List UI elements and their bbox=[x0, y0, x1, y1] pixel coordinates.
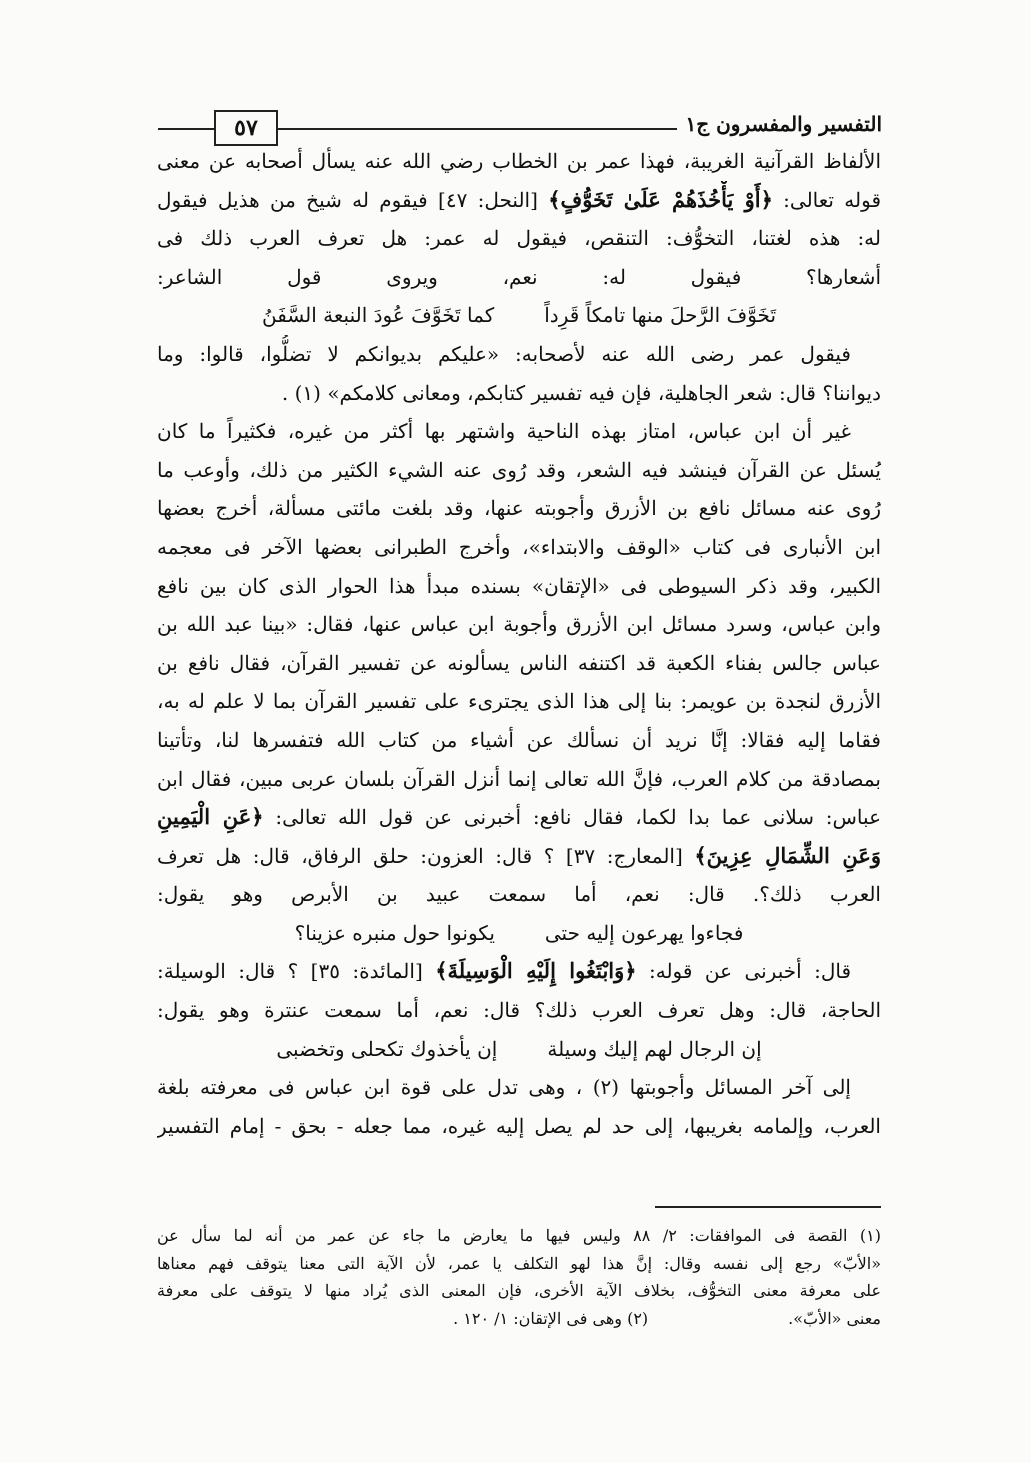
text-segment: فيقول عمر رضى الله عنه لأصحابه: «عليكم بديوانكم لا تضلُّوا، قالوا: وما bbox=[157, 341, 851, 366]
text-line bbox=[157, 1107, 881, 1146]
text-line bbox=[157, 258, 881, 297]
text-line bbox=[157, 374, 881, 413]
book-title: التفسير والمفسرون ج١ bbox=[677, 112, 882, 136]
text-segment: غير أن ابن عباس، امتاز بهذه الناحية واشتهر بها أكثر من غيره، فكثيراً ما كان bbox=[157, 419, 851, 444]
text-line bbox=[157, 142, 881, 181]
text-line bbox=[157, 760, 881, 799]
verse-hemistich-second: كما تَخَوَّفَ عُودَ النبعة السَّفَنُ bbox=[261, 303, 495, 328]
footnote-line bbox=[157, 1277, 881, 1305]
text-segment: له: هذه لغتنا، التخوُّف: التنقص، فيقول له عمر: هل تعرف العرب ذلك فى bbox=[157, 226, 881, 251]
quran-quote: ﴿وَابْتَغُوا إِلَيْهِ الْوَسِيلَةَ﴾ bbox=[435, 958, 637, 984]
page-number: ٥٧ bbox=[214, 110, 278, 146]
text-segment: الأزرق لنجدة بن عويمر: بنا إلى هذا الذى يجترىء على تفسير القرآن بما لا علم له به، bbox=[157, 689, 881, 714]
poetry-verse bbox=[157, 296, 881, 335]
text-segment: الحاجة، قال: وهل تعرف العرب ذلك؟ قال: نعم، أما سمعت عنترة وهو يقول: bbox=[157, 998, 881, 1023]
text-segment: الكبير، وقد ذكر السيوطى فى «الإتقان» بسنده مبدأ هذا الحوار الذى كان بين نافع bbox=[157, 573, 881, 598]
footnote-text: «الأبّ» رجع إلى نفسه وقال: إنَّ هذا لهو التكلف يا عمر، لأن الآية التى معنا يتوقف فهم معناها bbox=[157, 1253, 882, 1273]
text-segment: عباس: سلانى عما بدا لكما، فقال نافع: أخبرنى عن قول الله تعالى: bbox=[263, 805, 881, 830]
text-line bbox=[157, 489, 881, 528]
text-line bbox=[157, 528, 881, 567]
text-line bbox=[157, 1068, 881, 1107]
footnote-text: (١) القصة فى الموافقات: ٢/ ٨٨ وليس فيها ما يعارض ما جاء عن عمر من أنه لما سأل عن bbox=[157, 1226, 881, 1245]
text-line bbox=[157, 567, 881, 606]
footnote-text: (٢) وهى فى الإتقان: ١/ ١٢٠ . bbox=[453, 1308, 649, 1328]
text-segment: الألفاظ القرآنية الغريبة، فهذا عمر بن الخطاب رضي الله عنه يسأل أصحابه عن معنى bbox=[157, 149, 881, 173]
main-text bbox=[157, 142, 881, 1145]
text-segment: يُسئل عن القرآن فينشد فيه الشعر، وقد رُوى عنه الشيء الكثير من ذلك، وأوعب ما bbox=[157, 457, 881, 482]
text-segment: فقاما إليه فقالا: إنَّا نريد أن نسألك عن أشياء من كتاب الله فتفسرها لنا، وتأتينا bbox=[157, 727, 881, 752]
poetry-verse bbox=[157, 914, 881, 953]
verse-hemistich-second: إن يأخذوك تكحلى وتخضبى bbox=[276, 1036, 498, 1061]
quran-quote: وَعَنِ الشِّمَالِ عِزِينَ﴾ bbox=[694, 842, 881, 868]
text-segment: قال: أخبرنى عن قوله: bbox=[636, 959, 852, 984]
text-segment: وابن عباس، وسرد مسائل ابن الأزرق وأجوبة ابن عباس عنها، فقال: «بينا عبد الله بن bbox=[157, 612, 881, 637]
quran-quote: ﴿أَوْ يَأْخُذَهُمْ عَلَىٰ تَخَوُّفٍ﴾ bbox=[548, 186, 773, 212]
text-line bbox=[157, 991, 881, 1030]
footnote-text: معنى «الأبّ». bbox=[788, 1308, 881, 1328]
text-line bbox=[157, 952, 881, 991]
text-segment: ديواننا؟ قال: شعر الجاهلية، فإن فيه تفسير كتابكم، ومعانى كلامكم» (١) . bbox=[281, 380, 881, 405]
text-line bbox=[157, 798, 881, 837]
text-segment: بمصادقة من كلام العرب، فإنَّ الله تعالى إنما أنزل القرآن بلسان عربى مبين، فقال ابن bbox=[157, 766, 881, 791]
footnote-text: على معرفة معنى التخوُّف، بخلاف الآية الأخرى، فإن المعنى الذى يُراد منها لا يتوقف على معرفة bbox=[157, 1281, 881, 1300]
footnote-separator bbox=[655, 1206, 881, 1208]
text-segment: [المائدة: ٣٥] ؟ قال: الوسيلة: bbox=[157, 959, 436, 984]
footnote-line bbox=[157, 1250, 881, 1278]
verse-hemistich-first: تَخَوَّفَ الرَّحلَ منها تامكاً قَرِداً bbox=[544, 303, 777, 328]
text-line bbox=[157, 605, 881, 644]
text-line bbox=[157, 219, 881, 258]
verse-hemistich-first: إن الرجال لهم إليك وسيلة bbox=[547, 1036, 762, 1061]
text-segment: قوله تعالى: bbox=[772, 187, 881, 212]
text-segment: أشعارها؟ فيقول له: نعم، ويروى قول الشاعر: bbox=[157, 264, 881, 289]
footnote-line bbox=[157, 1222, 881, 1250]
text-segment: العرب ذلك؟. قال: نعم، أما سمعت عبيد بن الأبرص وهو يقول: bbox=[157, 882, 881, 907]
verse-hemistich-second: يكونوا حول منبره عزينا؟ bbox=[294, 920, 495, 945]
text-line bbox=[157, 721, 881, 760]
poetry-verse bbox=[157, 1030, 881, 1069]
verse-hemistich-first: فجاءوا يهرعون إليه حتى bbox=[544, 920, 744, 945]
text-segment: [المعارج: ٣٧] ؟ قال: العزون: حلق الرفاق، قال: هل تعرف bbox=[157, 843, 695, 868]
text-line bbox=[157, 181, 881, 220]
text-segment: عباس جالس بفناء الكعبة قد اكتنفه الناس يسألونه عن تفسير القرآن، فقال نافع بن bbox=[157, 650, 881, 675]
text-line bbox=[157, 412, 881, 451]
text-line bbox=[157, 451, 881, 490]
text-segment: العرب، وإلمامه بغريبها، إلى حد لم يصل إليه غيره، مما جعله - بحق - إمام التفسير bbox=[157, 1113, 881, 1138]
footnote-line bbox=[157, 1305, 881, 1333]
quran-quote: ﴿عَنِ الْيَمِينِ bbox=[157, 804, 264, 830]
text-segment: رُوى عنه مسائل نافع بن الأزرق وأجوبته عنها، وقد بلغت مائتى مسألة، أخرج بعضها bbox=[157, 496, 881, 521]
text-line bbox=[157, 682, 881, 721]
text-line bbox=[157, 335, 881, 374]
text-line bbox=[157, 644, 881, 683]
footnotes bbox=[157, 1222, 881, 1332]
text-segment: ابن الأنبارى فى كتاب «الوقف والابتداء»، وأخرج الطبرانى بعضها الآخر فى معجمه bbox=[157, 534, 881, 559]
text-segment: إلى آخر المسائل وأجوبتها (٢) ، وهى تدل على قوة ابن عباس فى معرفته بلغة bbox=[157, 1075, 851, 1100]
text-line bbox=[157, 875, 881, 914]
text-line bbox=[157, 837, 881, 876]
text-segment: [النحل: ٤٧] فيقوم له شيخ من هذيل فيقول bbox=[157, 187, 549, 212]
